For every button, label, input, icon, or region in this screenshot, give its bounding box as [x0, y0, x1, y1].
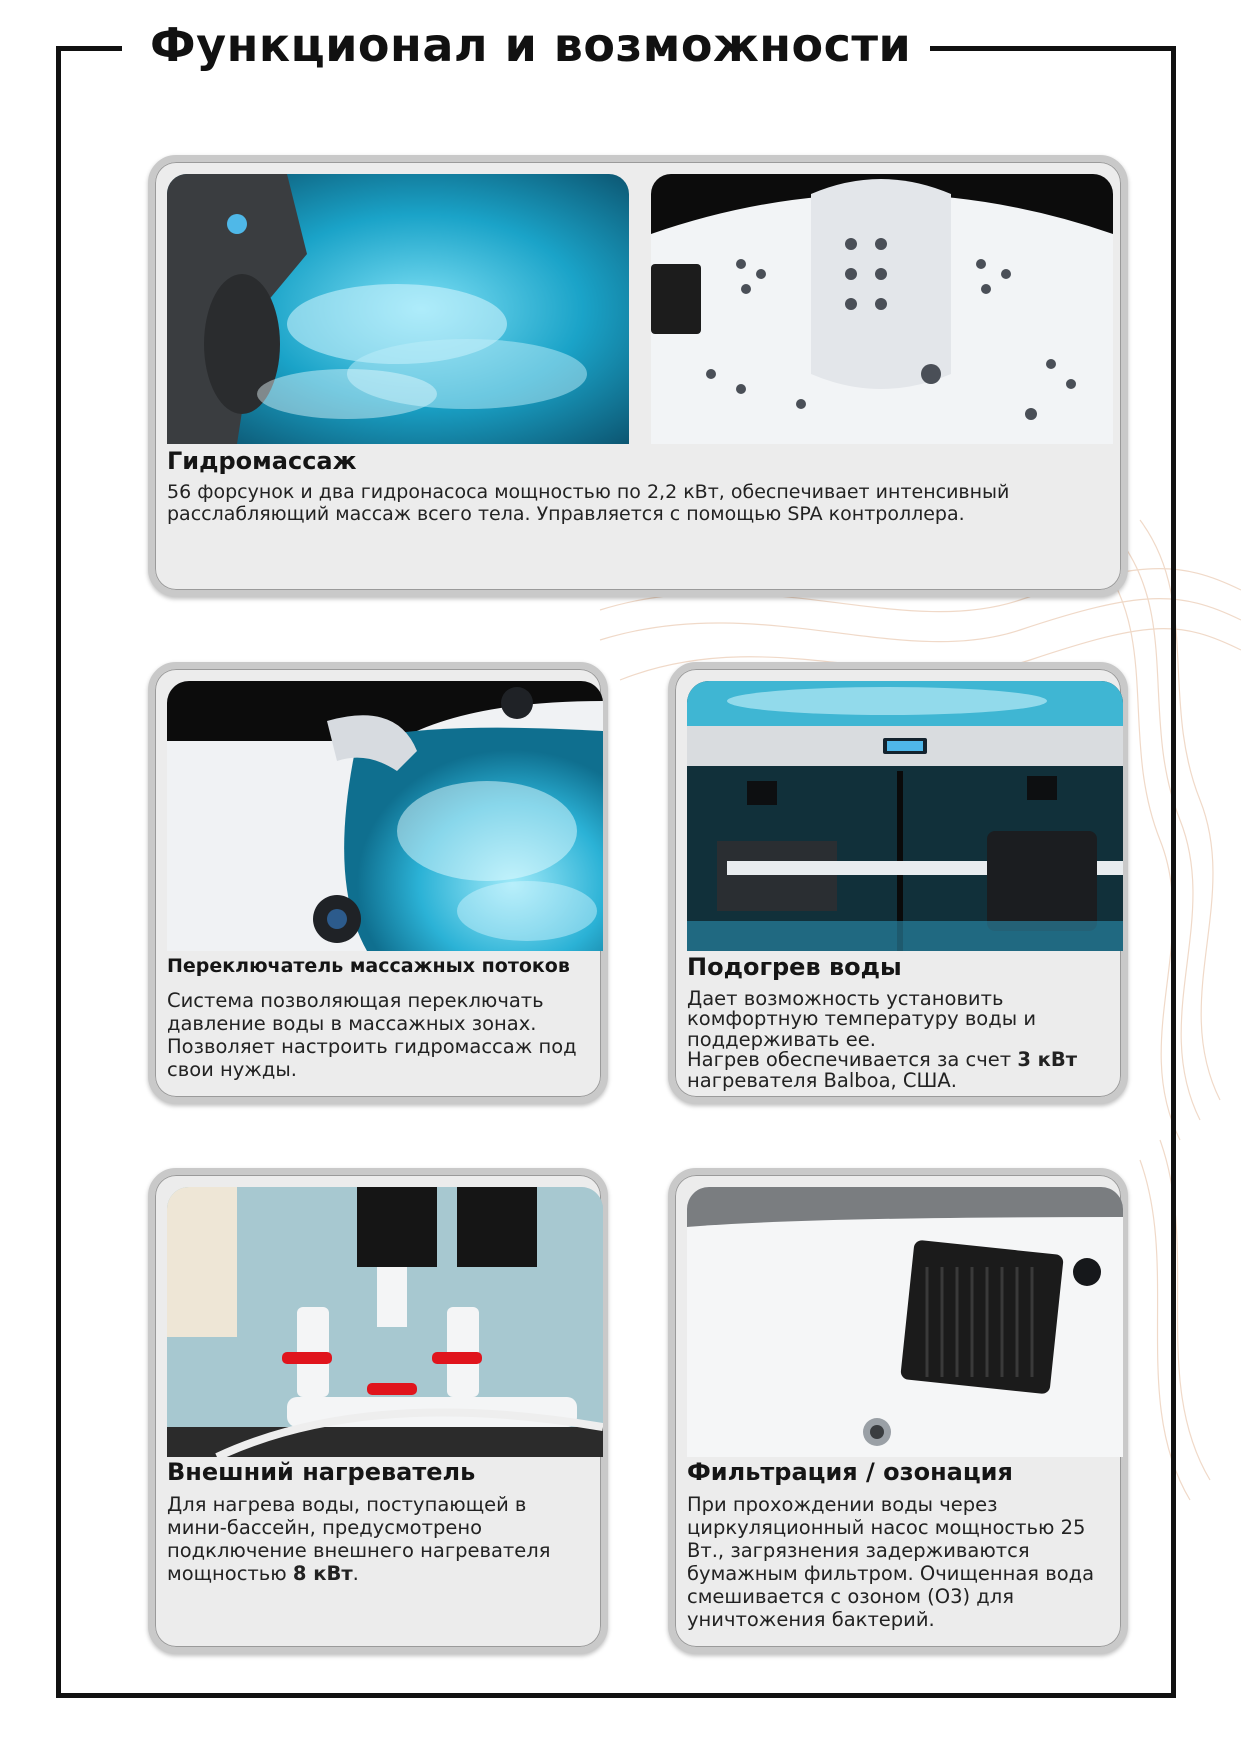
feature-card-flow-switch — [148, 662, 608, 1104]
water-heating-text-1: Дает возможность установить комфортную температуру воды и поддерживать ее. — [687, 987, 1036, 1051]
feature-card-hydromassage — [148, 155, 1128, 597]
hydromassage-photo-right — [651, 174, 1113, 444]
external-heater-power-value: 8 кВт — [292, 1562, 353, 1585]
hydromassage-title: Гидромассаж — [167, 447, 357, 475]
frame-left — [56, 46, 61, 1698]
external-heater-text — [167, 1493, 587, 1585]
water-heating-text-2a: Нагрев обеспечивается за счет — [687, 1048, 1018, 1072]
frame-right — [1171, 46, 1176, 1698]
water-heating-text — [687, 989, 1107, 1091]
hydromassage-text: 56 форсунок и два гидронасоса мощностью по 2,2 кВт, обеспечивает интенсивный расслабляющий массаж всего тела. Управляется с помощью SPA контроллера. — [167, 481, 1010, 525]
external-heater-title: Внешний нагреватель — [167, 1458, 476, 1486]
external-heater-text-b: . — [352, 1562, 359, 1585]
water-heating-text-2 — [687, 1050, 1107, 1091]
filtration-title: Фильтрация / озонация — [687, 1458, 1013, 1486]
external-heater-photo — [167, 1187, 603, 1457]
frame-bottom — [56, 1693, 1176, 1698]
filtration-text: При прохождении воды через циркуляционный насос мощностью 25 Вт., загрязнения задерживаются бумажным фильтром. Очищенная вода смешивается с озоном (О3) для уничтожения бактерий. — [687, 1493, 1095, 1631]
page-title: Функционал и возможности — [150, 18, 912, 72]
frame-top-left — [56, 46, 122, 51]
water-heating-text-2b: нагревателя Balboa, США. — [687, 1068, 957, 1092]
water-heating-title: Подогрев воды — [687, 953, 902, 981]
flow-switch-photo — [167, 681, 603, 951]
filtration-photo — [687, 1187, 1123, 1457]
hydromassage-photo-left — [167, 174, 629, 444]
external-heater-text-a: Для нагрева воды, поступающей в мини-бассейн, предусмотрено подключение внешнего нагревателя мощностью — [167, 1493, 551, 1585]
water-heating-photo — [687, 681, 1123, 951]
heater-power-value: 3 кВт — [1017, 1048, 1078, 1072]
feature-card-water-heating — [668, 662, 1128, 1104]
flow-switch-title: Переключатель массажных потоков — [167, 955, 570, 977]
flow-switch-text: Система позволяющая переключать давление воды в массажных зонах. Позволяет настроить гидромассаж под свои нужды. — [167, 989, 577, 1081]
feature-card-external-heater — [148, 1168, 608, 1654]
frame-top-right — [930, 46, 1176, 51]
feature-card-filtration — [668, 1168, 1128, 1654]
